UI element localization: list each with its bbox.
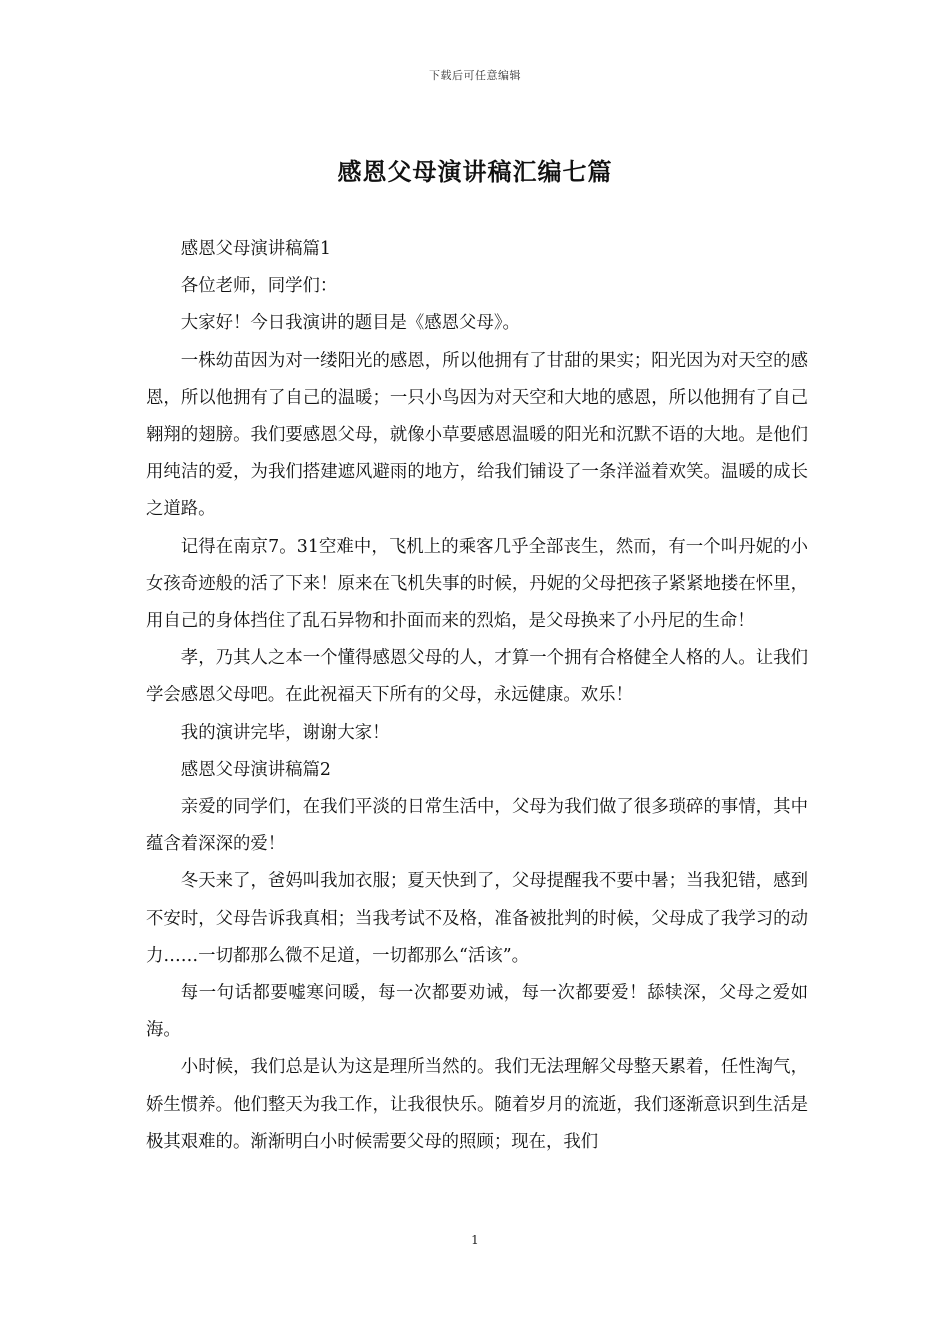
paragraph: 亲爱的同学们，在我们平淡的日常生活中，父母为我们做了很多琐碎的事情，其中蕴含着深深的爱！ [146, 797, 808, 855]
paragraph: 孝，乃其人之本一个懂得感恩父母的人，才算一个拥有合格健全人格的人。让我们学会感恩父母吧。在此祝福天下所有的父母，永远健康。欢乐！ [146, 648, 808, 706]
paragraph: 小时候，我们总是认为这是理所当然的。我们无法理解父母整天累着，任性淘气，娇生惯养。他们整天为我工作，让我很快乐。随着岁月的流逝，我们逐渐意识到生活是极其艰难的。渐渐明白小时候需要父母的照顾；现在，我们 [146, 1057, 808, 1152]
paragraph: 我的演讲完毕，谢谢大家！ [180, 722, 390, 743]
paragraph: 一株幼苗因为对一缕阳光的感恩，所以他拥有了甘甜的果实；阳光因为对天空的感恩，所以他拥有了自己的温暖；一只小鸟因为对天空和大地的感恩，所以他拥有了自己翱翔的翅膀。我们要感恩父母，就像小草要感恩温暖的阳光和沉默不语的大地。是他们用纯洁的爱，为我们搭建遮风避雨的地方，给我们铺设了一条洋溢着欢笑。温暖的成长之道路。 [146, 350, 808, 520]
paragraph: 记得在南京7。31空难中，飞机上的乘客几乎全部丧生，然而，有一个叫丹妮的小女孩奇迹般的活了下来！原来在飞机失事的时候，丹妮的父母把孩子紧紧地搂在怀里，用自己的身体挡住了乱石异物和扑面而来的烈焰，是父母换来了小丹尼的生命！ [146, 536, 808, 632]
paragraph: 每一句话都要嘘寒问暖，每一次都要劝诫，每一次都要爱！舔犊深，父母之爱如海。 [146, 983, 808, 1041]
paragraph: 冬天来了，爸妈叫我加衣服；夏天快到了，父母提醒我不要中暑；当我犯错，感到不安时，父母告诉我真相；当我考试不及格，准备被批判的时候，父母成了我学习的动力……一切都那么微不足道，一切都那么“活该”。 [146, 871, 808, 966]
document-body [146, 231, 808, 1161]
header-note: 下载后可任意编辑 [429, 69, 521, 82]
page-number: 1 [471, 1233, 479, 1247]
section-heading: 感恩父母演讲稿篇1 [180, 239, 331, 259]
salutation: 各位老师，同学们： [180, 276, 338, 297]
paragraph: 大家好！今日我演讲的题目是《感恩父母》。 [180, 313, 520, 334]
section-heading: 感恩父母演讲稿篇2 [180, 759, 331, 780]
document-title: 感恩父母演讲稿汇编七篇 [337, 157, 613, 186]
